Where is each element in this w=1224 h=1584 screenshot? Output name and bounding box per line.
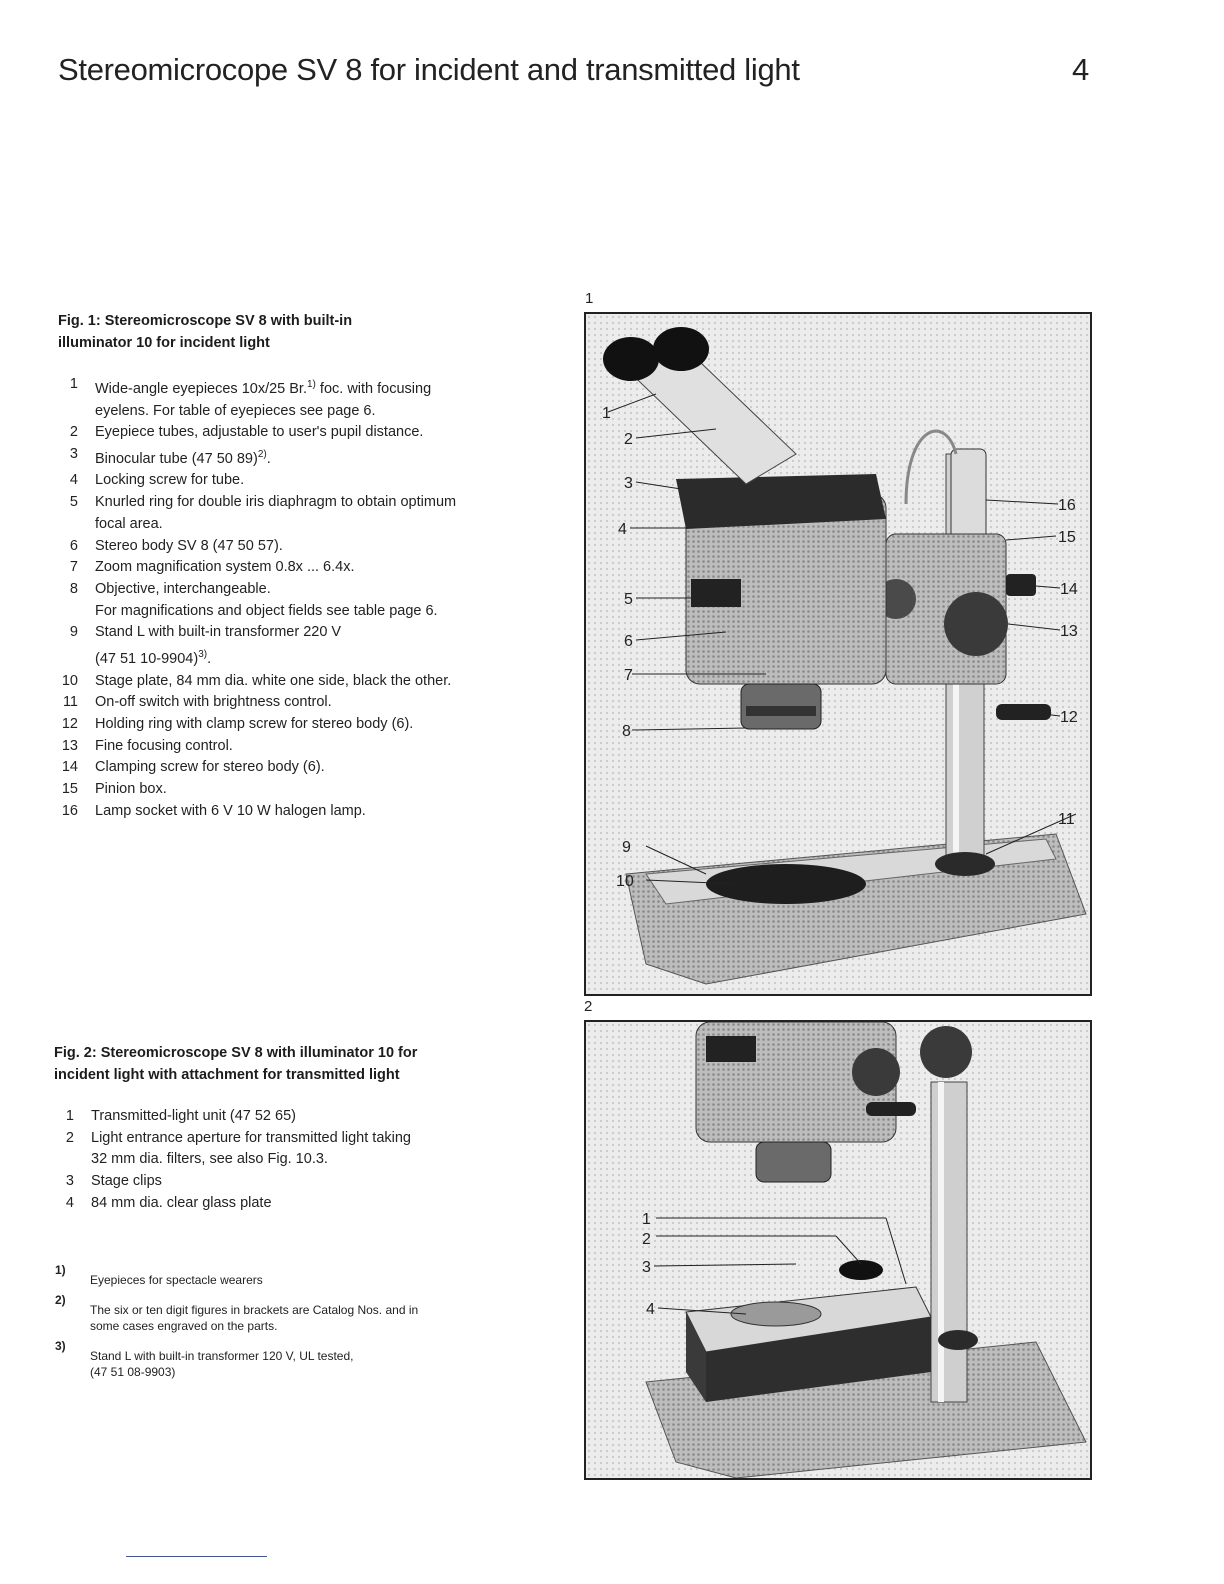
legend-text: Wide-angle eyepieces 10x/25 Br. <box>95 380 307 397</box>
callout-14: 14 <box>1060 581 1078 598</box>
legend-text-continued <box>91 1149 564 1171</box>
fig1-item-7 <box>58 557 568 579</box>
legend-text: Fine focusing control. <box>95 737 233 754</box>
footnote-ref: 1) <box>307 379 316 390</box>
footnote-1 <box>55 1263 555 1288</box>
footnote-ref: 3) <box>198 649 208 661</box>
legend-text: Eyepiece tubes, adjustable to user's pupil distance. <box>95 424 424 441</box>
fig1-item-16 <box>58 801 568 823</box>
fig2-legend-list <box>54 1106 564 1215</box>
legend-text: Transmitted-light unit (47 52 65) <box>91 1108 296 1124</box>
footnote-line: some cases engraved on the parts. <box>90 1319 278 1333</box>
fig2-callout-3: 3 <box>642 1259 651 1276</box>
fig1-item-5 <box>58 492 568 535</box>
fig2-item-3 <box>54 1171 564 1193</box>
microscope-transmitted-illustration <box>586 1022 1090 1478</box>
callout-8: 8 <box>622 723 631 740</box>
callout-6: 6 <box>624 633 633 650</box>
legend-text: Stereo body SV 8 (47 50 57). <box>95 537 283 554</box>
legend-number: 4 <box>69 472 78 489</box>
legend-number: 11 <box>62 694 78 711</box>
callout-2: 2 <box>624 431 633 448</box>
callout-3: 3 <box>624 475 633 492</box>
figure-2-photo <box>584 1020 1092 1480</box>
fig1-item-3 <box>58 444 568 471</box>
footnote-mark: 3) <box>55 1339 66 1353</box>
legend-text: Stage plate, 84 mm dia. white one side, black the other. <box>95 672 452 689</box>
callout-10: 10 <box>616 873 634 890</box>
figure-2-label: 2 <box>584 998 593 1015</box>
legend-number: 13 <box>61 737 78 754</box>
footer-rule <box>126 1556 267 1557</box>
legend-text-tail: foc. with focusing <box>315 380 432 397</box>
fig1-item-8 <box>58 579 568 622</box>
legend-number: 10 <box>61 672 78 689</box>
legend-text: Pinion box. <box>95 781 167 798</box>
fig1-item-13 <box>58 736 568 758</box>
legend-text-continued-tail: . <box>207 650 212 667</box>
legend-text-continued-body: (47 51 10-9904) <box>95 650 199 667</box>
legend-text: Objective, interchangeable. <box>95 580 271 597</box>
fig2-item-2 <box>54 1128 564 1171</box>
fig2-callout-2: 2 <box>642 1231 651 1248</box>
legend-text: Stage clips <box>91 1173 162 1190</box>
callout-9: 9 <box>622 839 631 856</box>
legend-text: 84 mm dia. clear glass plate <box>91 1194 272 1211</box>
callout-13: 13 <box>1060 623 1078 640</box>
legend-number: 16 <box>61 802 78 819</box>
callout-5: 5 <box>624 591 633 608</box>
fig2-callout-1: 1 <box>642 1211 651 1228</box>
legend-number: 12 <box>61 716 78 733</box>
fig1-item-1 <box>58 374 568 422</box>
fig1-legend-list <box>58 374 568 823</box>
fig2-caption <box>54 1042 554 1086</box>
legend-text-continued <box>95 644 568 671</box>
legend-text-continued-body: For magnifications and object fields see table page 6. <box>95 602 438 619</box>
legend-number: 2 <box>65 1129 74 1146</box>
callout-4: 4 <box>618 521 627 538</box>
legend-text-tail: . <box>266 450 271 467</box>
footnote-2 <box>55 1293 555 1334</box>
legend-text: Binocular tube (47 50 89) <box>95 450 258 467</box>
legend-number: 2 <box>69 424 78 441</box>
microscope-incident-illustration <box>586 314 1090 994</box>
legend-number: 15 <box>61 781 78 798</box>
fig1-caption-line2: illuminator 10 for incident light <box>58 335 270 351</box>
footnote-mark: 1) <box>55 1263 66 1277</box>
legend-text: Light entrance aperture for transmitted light taking <box>91 1129 411 1146</box>
fig2-callout-4: 4 <box>646 1301 655 1318</box>
fig1-item-6 <box>58 536 568 558</box>
callout-15: 15 <box>1058 529 1076 546</box>
legend-text: Knurled ring for double iris diaphragm to obtain optimum <box>95 494 457 511</box>
legend-text-continued-body: eyelens. For table of eyepieces see page 6. <box>95 402 376 419</box>
legend-number: 5 <box>69 494 78 511</box>
callout-12: 12 <box>1060 709 1078 726</box>
figure-1-photo <box>584 312 1092 996</box>
legend-text: On-off switch with brightness control. <box>95 694 332 711</box>
fig1-item-14 <box>58 757 568 779</box>
legend-text-continued-body: focal area. <box>95 515 163 532</box>
legend-number: 14 <box>61 759 78 776</box>
legend-number: 7 <box>69 559 78 576</box>
legend-number: 9 <box>69 624 78 641</box>
fig1-item-15 <box>58 779 568 801</box>
legend-text: Stand L with built-in transformer 220 V <box>95 624 342 641</box>
footnote-line: The six or ten digit figures in brackets are Catalog Nos. and in <box>90 1303 419 1317</box>
fig2-caption-line1: Fig. 2: Stereomicroscope SV 8 with illuminator 10 for <box>54 1045 418 1061</box>
callout-1: 1 <box>602 405 611 422</box>
legend-text: Locking screw for tube. <box>95 472 245 489</box>
fig1-item-2 <box>58 422 568 444</box>
legend-text-continued-body: 32 mm dia. filters, see also Fig. 10.3. <box>91 1151 328 1168</box>
footnote-ref: 2) <box>257 448 267 460</box>
fig2-item-4 <box>54 1193 564 1215</box>
fig1-item-10 <box>58 671 568 693</box>
legend-number: 4 <box>65 1194 74 1211</box>
fig1-item-9 <box>58 622 568 670</box>
legend-number: 1 <box>65 1108 74 1124</box>
page-title: Stereomicrocope SV 8 for incident and transmitted light <box>58 52 800 87</box>
legend-number: 3 <box>65 1173 74 1190</box>
callout-7: 7 <box>624 667 633 684</box>
footnote-3 <box>55 1339 555 1380</box>
legend-text: Zoom magnification system 0.8x ... 6.4x. <box>95 559 355 576</box>
fig1-caption <box>58 310 558 354</box>
legend-text-continued <box>95 514 568 536</box>
footnote-line: Eyepieces for spectacle wearers <box>90 1273 263 1287</box>
footnote-line: Stand L with built-in transformer 120 V, UL tested, <box>90 1349 354 1363</box>
legend-number: 1 <box>69 376 78 392</box>
figure-1-label: 1 <box>585 290 594 307</box>
fig1-item-4 <box>58 470 568 492</box>
fig1-caption-line1: Fig. 1: Stereomicroscope SV 8 with built-in <box>58 313 353 329</box>
legend-text: Lamp socket with 6 V 10 W halogen lamp. <box>95 802 366 819</box>
fig1-item-11 <box>58 692 568 714</box>
fig2-caption-line2: incident light with attachment for transmitted light <box>54 1067 400 1083</box>
fig2-item-1 <box>54 1106 564 1128</box>
footnote-line: (47 51 08-9903) <box>90 1365 176 1379</box>
callout-11: 11 <box>1058 811 1075 828</box>
legend-number: 6 <box>69 537 78 554</box>
footnote-mark: 2) <box>55 1293 66 1307</box>
legend-text: Holding ring with clamp screw for stereo body (6). <box>95 716 414 733</box>
legend-text-continued <box>95 401 568 423</box>
callout-16: 16 <box>1058 497 1076 514</box>
legend-number: 3 <box>69 445 78 462</box>
legend-text: Clamping screw for stereo body (6). <box>95 759 325 776</box>
legend-text-continued <box>95 601 568 623</box>
page-number: 4 <box>1072 52 1090 87</box>
legend-number: 8 <box>69 580 78 597</box>
fig1-item-12 <box>58 714 568 736</box>
